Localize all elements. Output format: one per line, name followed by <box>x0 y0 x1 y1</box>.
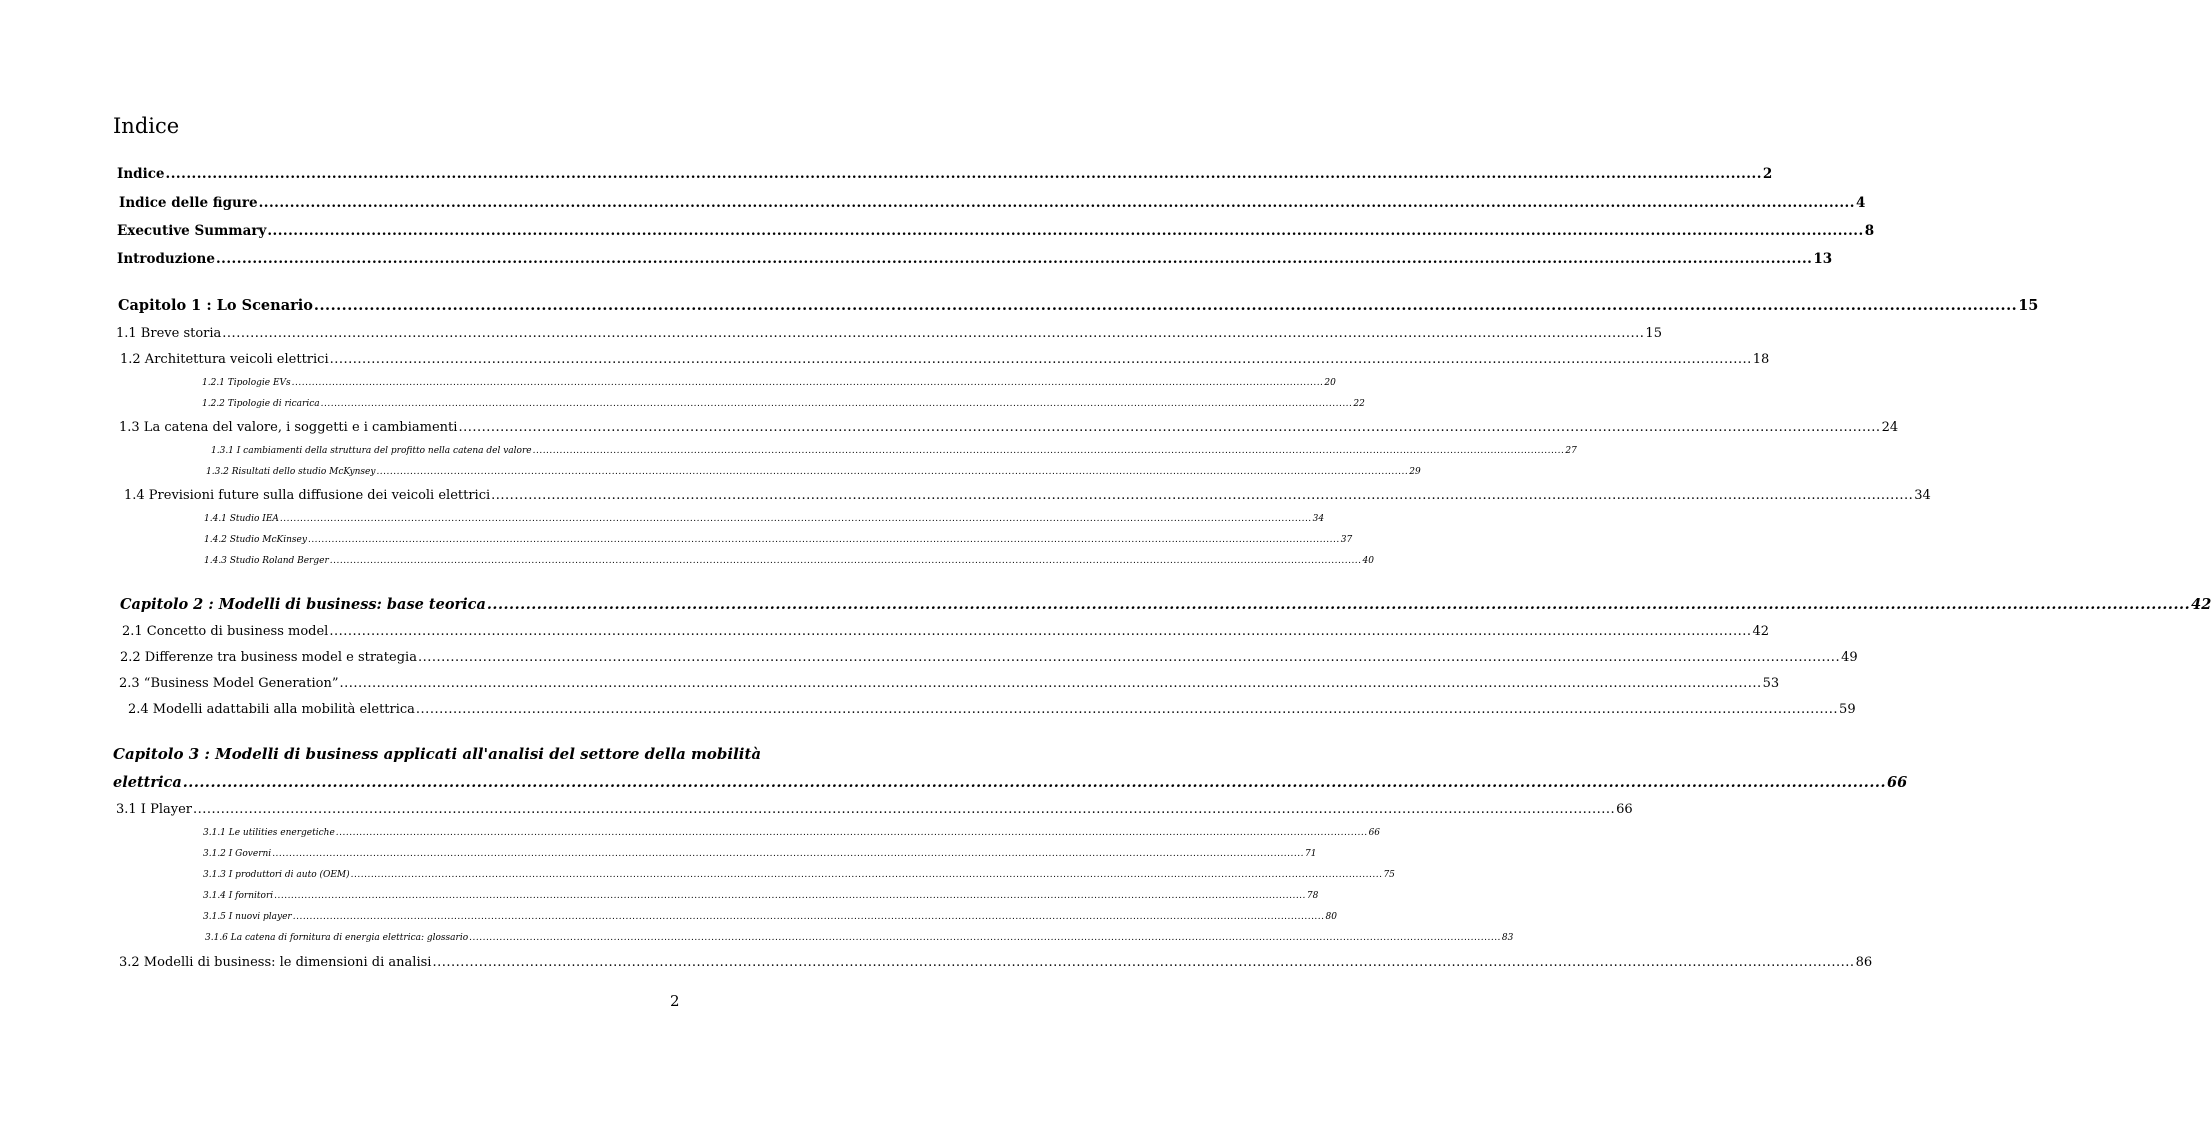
toc-page: 83 <box>1501 933 1514 943</box>
toc-entry-chapter-2[interactable] <box>120 596 2211 613</box>
dot-leader: ................................................................................................................................................................................................................................................................................................................... <box>376 467 1409 477</box>
toc-page: 49 <box>1841 650 1858 665</box>
toc-entry-indice[interactable] <box>117 166 1773 182</box>
toc-label: 1.4.1 Studio IEA <box>204 514 279 524</box>
page-number: 2 <box>670 992 680 1010</box>
toc-page: 78 <box>1306 891 1319 901</box>
toc-entry-2-3[interactable] <box>119 676 1780 691</box>
dot-leader: ................................................................................................................................................................................................................................................................................................................... <box>274 891 1306 901</box>
toc-entry-1-3[interactable] <box>119 420 1899 435</box>
toc-page: 8 <box>1864 223 1875 239</box>
toc-label: 2.1 Concetto di business model <box>122 624 329 639</box>
dot-leader: ................................................................................................................................................................................................................................................................................................................... <box>279 514 1312 524</box>
toc-entry-1-3-1[interactable] <box>211 446 1577 456</box>
toc-entry-3-1[interactable] <box>116 802 1633 817</box>
dot-leader: ................................................................................................................................................................................................................................................................................................................... <box>415 702 1839 717</box>
toc-page: 59 <box>1839 702 1856 717</box>
page-title: Indice <box>113 114 180 138</box>
toc-page: 37 <box>1340 535 1353 545</box>
toc-entry-1-2-2[interactable] <box>202 399 1365 409</box>
dot-leader: ................................................................................................................................................................................................................................................................................................................... <box>165 166 1762 182</box>
dot-leader: ................................................................................................................................................................................................................................................................................................................... <box>329 352 1752 367</box>
toc-label: 1.3.1 I cambiamenti della struttura del profitto nella catena del valore <box>211 446 532 456</box>
toc-page: 80 <box>1325 912 1337 922</box>
toc-entry-chapter-3-line1[interactable]: Capitolo 3 : Modelli di business applicati all'analisi del settore della mobilità <box>113 745 762 763</box>
toc-entry-2-4[interactable] <box>128 702 1856 717</box>
toc-page: 71 <box>1304 849 1317 859</box>
toc-entry-3-1-5[interactable] <box>203 912 1337 922</box>
toc-page: 20 <box>1324 378 1336 388</box>
toc-entry-1-4-3[interactable] <box>204 556 1374 566</box>
toc-entry-3-1-1[interactable] <box>203 828 1381 838</box>
toc-label: 3.1 I Player <box>116 802 192 817</box>
toc-label: 2.3 “Business Model Generation” <box>119 676 339 691</box>
toc-page: 13 <box>1813 251 1833 267</box>
toc-page: 4 <box>1855 195 1866 211</box>
dot-leader: ................................................................................................................................................................................................................................................................................................................... <box>258 195 1855 211</box>
toc-entry-1-3-2[interactable] <box>206 467 1421 477</box>
toc-entry-executive-summary[interactable] <box>117 223 1875 239</box>
toc-label: 2.4 Modelli adattabili alla mobilità elettrica <box>128 702 415 717</box>
toc-label: Capitolo 2 : Modelli di business: base teorica <box>120 596 486 613</box>
toc-label: 1.3.2 Risultati dello studio McKynsey <box>206 467 376 477</box>
toc-label: Indice <box>117 166 165 182</box>
dot-leader: ................................................................................................................................................................................................................................................................................................................... <box>267 223 1864 239</box>
toc-label: 3.1.1 Le utilities energetiche <box>203 828 335 838</box>
toc-page: 29 <box>1409 467 1421 477</box>
toc-entry-chapter-3[interactable] <box>113 774 1908 791</box>
toc-label: 3.1.5 I nuovi player <box>203 912 292 922</box>
dot-leader: ................................................................................................................................................................................................................................................................................................................... <box>432 955 1855 970</box>
toc-page: 18 <box>1752 352 1770 367</box>
dot-leader: ................................................................................................................................................................................................................................................................................................................... <box>272 849 1304 859</box>
toc-label: 1.4.3 Studio Roland Berger <box>204 556 329 566</box>
dot-leader: ................................................................................................................................................................................................................................................................................................................... <box>182 774 1886 791</box>
toc-entry-3-2[interactable] <box>119 955 1873 970</box>
toc-page: 27 <box>1565 446 1577 456</box>
dot-leader: ................................................................................................................................................................................................................................................................................................................... <box>532 446 1565 456</box>
dot-leader: ................................................................................................................................................................................................................................................................................................................... <box>350 870 1383 880</box>
toc-label: 3.1.4 I fornitori <box>203 891 274 901</box>
toc-entry-2-1[interactable] <box>122 624 1770 639</box>
toc-label: 3.1.3 I produttori di auto (OEM) <box>203 870 350 880</box>
toc-entry-3-1-6[interactable] <box>205 933 1514 943</box>
toc-page: 75 <box>1383 870 1395 880</box>
dot-leader: ................................................................................................................................................................................................................................................................................................................... <box>292 912 1325 922</box>
dot-leader: ................................................................................................................................................................................................................................................................................................................... <box>491 488 1914 503</box>
toc-page: 34 <box>1914 488 1931 503</box>
dot-leader: ................................................................................................................................................................................................................................................................................................................... <box>313 297 2018 314</box>
toc-entry-chapter-1[interactable] <box>118 297 2039 314</box>
toc-label: 1.2 Architettura veicoli elettrici <box>120 352 329 367</box>
toc-entry-1-2-1[interactable] <box>202 378 1336 388</box>
toc-page: 42 <box>2191 596 2211 613</box>
toc-label: Capitolo 1 : Lo Scenario <box>118 297 313 314</box>
toc-label: elettrica <box>113 774 182 791</box>
toc-label: Executive Summary <box>117 223 267 239</box>
toc-page: 66 <box>1887 774 1908 791</box>
toc-page: 42 <box>1752 624 1770 639</box>
toc-entry-3-1-3[interactable] <box>203 870 1395 880</box>
toc-page: 15 <box>2018 297 2039 314</box>
toc-entry-1-2[interactable] <box>120 352 1770 367</box>
dot-leader: ................................................................................................................................................................................................................................................................................................................... <box>215 251 1813 267</box>
dot-leader: ................................................................................................................................................................................................................................................................................................................... <box>291 378 1324 388</box>
toc-page: 66 <box>1368 828 1381 838</box>
toc-entry-3-1-4[interactable] <box>203 891 1319 901</box>
toc-page: 40 <box>1362 556 1374 566</box>
toc-entry-2-2[interactable] <box>120 650 1858 665</box>
toc-page: 22 <box>1353 399 1365 409</box>
toc-page: 86 <box>1855 955 1873 970</box>
toc-page: 2 <box>1762 166 1773 182</box>
toc-label: Indice delle figure <box>119 195 258 211</box>
toc-label: 3.1.2 I Governi <box>203 849 272 859</box>
toc-page: 34 <box>1312 514 1325 524</box>
dot-leader: ................................................................................................................................................................................................................................................................................................................... <box>329 556 1362 566</box>
dot-leader: ................................................................................................................................................................................................................................................................................................................... <box>320 399 1353 409</box>
toc-page: 24 <box>1881 420 1899 435</box>
dot-leader: ................................................................................................................................................................................................................................................................................................................... <box>192 802 1616 817</box>
dot-leader: ................................................................................................................................................................................................................................................................................................................... <box>222 326 1645 341</box>
toc-entry-introduzione[interactable] <box>117 251 1833 267</box>
toc-label: 1.4 Previsioni future sulla diffusione dei veicoli elettrici <box>124 488 491 503</box>
toc-page: 66 <box>1616 802 1633 817</box>
toc-label: 1.4.2 Studio McKinsey <box>204 535 307 545</box>
toc-entry-1-4-2[interactable] <box>204 535 1353 545</box>
toc-label: 3.1.6 La catena di fornitura di energia elettrica: glossario <box>205 933 469 943</box>
toc-entry-3-1-2[interactable] <box>203 849 1317 859</box>
toc-label: 1.3 La catena del valore, i soggetti e i cambiamenti <box>119 420 458 435</box>
dot-leader: ................................................................................................................................................................................................................................................................................................................... <box>458 420 1881 435</box>
toc-label: Introduzione <box>117 251 215 267</box>
toc-entry-1-4-1[interactable] <box>204 514 1325 524</box>
toc-page: 53 <box>1762 676 1780 691</box>
dot-leader: ................................................................................................................................................................................................................................................................................................................... <box>469 933 1501 943</box>
dot-leader: ................................................................................................................................................................................................................................................................................................................... <box>307 535 1340 545</box>
toc-label: 2.2 Differenze tra business model e strategia <box>120 650 417 665</box>
dot-leader: ................................................................................................................................................................................................................................................................................................................... <box>329 624 1752 639</box>
toc-label: 3.2 Modelli di business: le dimensioni di analisi <box>119 955 432 970</box>
toc-entry-1-4[interactable] <box>124 488 1931 503</box>
toc-page: 15 <box>1645 326 1662 341</box>
dot-leader: ................................................................................................................................................................................................................................................................................................................... <box>417 650 1841 665</box>
dot-leader: ................................................................................................................................................................................................................................................................................................................... <box>335 828 1368 838</box>
toc-label: 1.2.2 Tipologie di ricarica <box>202 399 320 409</box>
toc-entry-figure[interactable] <box>119 195 1866 211</box>
dot-leader: ................................................................................................................................................................................................................................................................................................................... <box>339 676 1762 691</box>
toc-label: 1.2.1 Tipologie EVs <box>202 378 291 388</box>
toc-label: 1.1 Breve storia <box>116 326 222 341</box>
toc-entry-1-1[interactable] <box>116 326 1662 341</box>
dot-leader: ................................................................................................................................................................................................................................................................................................................... <box>486 596 2191 613</box>
